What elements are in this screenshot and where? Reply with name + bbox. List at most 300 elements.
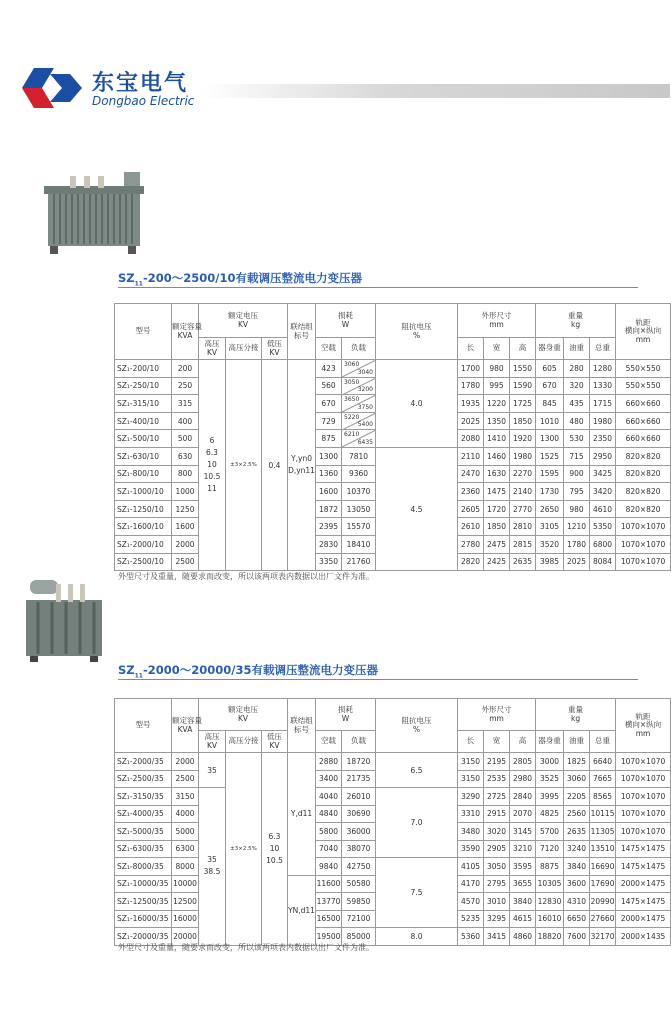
header-weight: 重量 kg [536,699,616,731]
capacity-cell: 2000 [172,535,199,553]
g-cell: 1070×1070 [616,788,671,806]
g-cell: 1070×1070 [616,553,671,571]
g-cell: 660×660 [616,395,671,413]
g-cell: 820×820 [616,483,671,501]
l-cell: 4105 [458,858,484,876]
group-cell: Y,d11 [288,753,316,876]
model-cell: SZ₁-12500/35 [115,893,172,911]
w-cell: 2905 [484,840,510,858]
hv-cell: 35 [199,753,226,788]
impedance-cell: 4.5 [376,447,458,570]
header-total: 总重 [590,338,616,360]
capacity-cell: 2000 [172,753,199,771]
h-cell: 2815 [510,535,536,553]
header-width: 宽 [484,338,510,360]
tw-cell: 3420 [590,483,616,501]
ow-cell: 3240 [564,840,590,858]
g-cell: 820×820 [616,447,671,465]
tw-cell: 8565 [590,788,616,806]
tw-cell: 1280 [590,360,616,378]
header-tap: 高压分接 [226,731,262,753]
capacity-cell: 20000 [172,928,199,946]
header-weight: 重量 kg [536,304,616,338]
load-loss-value-a: 3060 [344,361,360,368]
capacity-cell: 400 [172,412,199,430]
header-body: 器身重 [536,731,564,753]
table-row [115,753,671,771]
l-cell: 2780 [458,535,484,553]
tw-cell: 17690 [590,875,616,893]
w-cell: 1475 [484,483,510,501]
noload-cell: 1360 [316,465,342,483]
capacity-cell: 2500 [172,553,199,571]
section1-title-rule [118,287,638,288]
load-loss-split-cell [342,430,376,448]
header-body: 器身重 [536,338,564,360]
load-cell: 59850 [342,893,376,911]
l-cell: 1935 [458,395,484,413]
bw-cell: 3985 [536,553,564,571]
tw-cell: 1330 [590,377,616,395]
h-cell: 3210 [510,840,536,858]
g-cell: 1475×1475 [616,840,671,858]
noload-cell: 1600 [316,483,342,501]
w-cell: 3295 [484,910,510,928]
header-dims: 外形尺寸 mm [458,304,536,338]
bw-cell: 1525 [536,447,564,465]
header-model: 型号 [115,304,172,360]
ow-cell: 900 [564,465,590,483]
h-cell: 2635 [510,553,536,571]
header-voltage: 额定电压 KV [199,699,288,731]
group-cell: YN,d11 [288,875,316,945]
w-cell: 2195 [484,753,510,771]
header-tap: 高压分接 [226,338,262,360]
tw-cell: 7665 [590,770,616,788]
load-cell: 15570 [342,518,376,536]
load-loss-split-cell [342,412,376,430]
impedance-cell: 8.0 [376,928,458,946]
load-loss-value-a: 6210 [344,431,360,439]
h-cell: 4615 [510,910,536,928]
noload-cell: 2880 [316,753,342,771]
noload-cell: 3350 [316,553,342,571]
noload-cell: 3400 [316,770,342,788]
ow-cell: 6650 [564,910,590,928]
tw-cell: 3425 [590,465,616,483]
w-cell: 3050 [484,858,510,876]
header-group: 联结组标号 [288,304,316,360]
l-cell: 3480 [458,823,484,841]
tw-cell: 32170 [590,928,616,946]
w-cell: 3020 [484,823,510,841]
tw-cell: 13510 [590,840,616,858]
bw-cell: 3000 [536,753,564,771]
noload-cell: 423 [316,360,342,378]
noload-cell: 5800 [316,823,342,841]
ow-cell: 3060 [564,770,590,788]
model-cell: SZ₁-630/10 [115,447,172,465]
l-cell: 1780 [458,377,484,395]
ow-cell: 480 [564,412,590,430]
ow-cell: 1780 [564,535,590,553]
load-cell: 36000 [342,823,376,841]
h-cell: 3145 [510,823,536,841]
load-loss-split-cell [342,395,376,413]
header-dims: 外形尺寸 mm [458,699,536,731]
ow-cell: 3840 [564,858,590,876]
l-cell: 3590 [458,840,484,858]
g-cell: 2000×1475 [616,910,671,928]
capacity-cell: 5000 [172,823,199,841]
model-cell: SZ₁-2500/10 [115,553,172,571]
g-cell: 2000×1475 [616,875,671,893]
ow-cell: 715 [564,447,590,465]
l-cell: 2470 [458,465,484,483]
header-oil: 油重 [564,338,590,360]
header-impedance: 阻抗电压 % [376,699,458,753]
model-cell: SZ₁-1000/10 [115,483,172,501]
l-cell: 1700 [458,360,484,378]
model-cell: SZ₁-2500/35 [115,770,172,788]
bw-cell: 5700 [536,823,564,841]
capacity-cell: 4000 [172,805,199,823]
header-group: 联结组标号 [288,699,316,753]
table-row [115,788,671,806]
tw-cell: 5350 [590,518,616,536]
ow-cell: 7600 [564,928,590,946]
h-cell: 2770 [510,500,536,518]
bw-cell: 3105 [536,518,564,536]
load-cell: 50580 [342,875,376,893]
bw-cell: 1010 [536,412,564,430]
tw-cell: 1715 [590,395,616,413]
l-cell: 4170 [458,875,484,893]
noload-cell: 2395 [316,518,342,536]
header-width: 宽 [484,731,510,753]
capacity-cell: 10000 [172,875,199,893]
tw-cell: 20990 [590,893,616,911]
model-cell: SZ₁-500/10 [115,430,172,448]
h-cell: 3840 [510,893,536,911]
header-capacity: 额定容量 KVA [172,304,199,360]
capacity-cell: 6300 [172,840,199,858]
header-gauge: 轨距 横向×纵向 mm [616,304,671,360]
tw-cell: 2950 [590,447,616,465]
section2-title: $SZ_{11}-2000\sim 20000/35$有载调压整流电力变压器 [118,663,378,680]
bw-cell: 1300 [536,430,564,448]
noload-cell: 875 [316,430,342,448]
w-cell: 1460 [484,447,510,465]
capacity-cell: 8000 [172,858,199,876]
impedance-cell: 7.5 [376,858,458,928]
h-cell: 1725 [510,395,536,413]
transformer-image-1 [40,170,158,262]
ow-cell: 2025 [564,553,590,571]
load-loss-value-b: 6435 [357,438,374,446]
load-cell: 26010 [342,788,376,806]
g-cell: 660×660 [616,412,671,430]
header-lv: 低压 KV [262,731,288,753]
load-loss-value-a: 3050 [344,378,360,386]
header-length: 长 [458,731,484,753]
load-cell: 30690 [342,805,376,823]
ow-cell: 1825 [564,753,590,771]
l-cell: 3290 [458,788,484,806]
bw-cell: 2650 [536,500,564,518]
header-hv: 高压 KV [199,731,226,753]
capacity-cell: 315 [172,395,199,413]
noload-cell: 16500 [316,910,342,928]
capacity-cell: 250 [172,377,199,395]
noload-cell: 11600 [316,875,342,893]
noload-cell: 9840 [316,858,342,876]
header-loss: 损耗 W [316,699,376,731]
load-cell: 21760 [342,553,376,571]
spec-table-1 [114,303,671,571]
header-voltage: 额定电压 KV [199,304,288,338]
model-cell: SZ₁-1250/10 [115,500,172,518]
g-cell: 1070×1070 [616,805,671,823]
w-cell: 1630 [484,465,510,483]
header-height: 高 [510,338,536,360]
capacity-cell: 500 [172,430,199,448]
header-lv: 低压 KV [262,338,288,360]
noload-cell: 19500 [316,928,342,946]
w-cell: 1410 [484,430,510,448]
g-cell: 1070×1070 [616,518,671,536]
noload-cell: 7040 [316,840,342,858]
model-cell: SZ₁-8000/35 [115,858,172,876]
header-load: 负载 [342,338,376,360]
capacity-cell: 12500 [172,893,199,911]
w-cell: 1720 [484,500,510,518]
ow-cell: 280 [564,360,590,378]
table-row [115,858,671,876]
w-cell: 3010 [484,893,510,911]
ow-cell: 1210 [564,518,590,536]
table1-note: 外型尺寸及重量，随要求而改变，所以该两项表内数据以出厂文件为准。 [118,572,374,581]
g-cell: 1070×1070 [616,753,671,771]
h-cell: 1850 [510,412,536,430]
load-loss-split-cell [342,377,376,395]
table-row [115,447,671,465]
h-cell: 2840 [510,788,536,806]
g-cell: 1475×1475 [616,858,671,876]
load-cell: 10370 [342,483,376,501]
l-cell: 2080 [458,430,484,448]
l-cell: 2605 [458,500,484,518]
l-cell: 3150 [458,753,484,771]
header-oil: 油重 [564,731,590,753]
g-cell: 550×550 [616,377,671,395]
h-cell: 2270 [510,465,536,483]
load-cell: 18720 [342,753,376,771]
noload-cell: 13770 [316,893,342,911]
l-cell: 4570 [458,893,484,911]
g-cell: 1070×1070 [616,770,671,788]
h-cell: 2810 [510,518,536,536]
lv-cell: 0.4 [262,360,288,571]
h-cell: 1980 [510,447,536,465]
ow-cell: 530 [564,430,590,448]
bw-cell: 18820 [536,928,564,946]
load-cell: 18410 [342,535,376,553]
model-cell: SZ₁-200/10 [115,360,172,378]
load-loss-split-cell [342,360,376,378]
header-total: 总重 [590,731,616,753]
header-noload: 空载 [316,338,342,360]
lv-cell: 6.3 10 10.5 [262,753,288,946]
bw-cell: 4825 [536,805,564,823]
load-loss-value-b: 3750 [357,403,374,411]
ow-cell: 2205 [564,788,590,806]
capacity-cell: 630 [172,447,199,465]
impedance-cell: 6.5 [376,753,458,788]
header-band [200,84,670,98]
g-cell: 2000×1435 [616,928,671,946]
hv-cell: 6 6.3 10 10.5 11 [199,360,226,571]
tap-cell: ±3×2.5% [226,360,262,571]
bw-cell: 1595 [536,465,564,483]
model-cell: SZ₁-315/10 [115,395,172,413]
bw-cell: 605 [536,360,564,378]
g-cell: 820×820 [616,500,671,518]
header-loss: 损耗 W [316,304,376,338]
noload-cell: 4840 [316,805,342,823]
g-cell: 1070×1070 [616,823,671,841]
g-cell: 1475×1475 [616,893,671,911]
tw-cell: 10115 [590,805,616,823]
tw-cell: 8084 [590,553,616,571]
noload-cell: 670 [316,395,342,413]
w-cell: 3415 [484,928,510,946]
table2-note: 外型尺寸及重量，随要求而改变，所以该两项表内数据以出厂文件为准。 [118,943,374,952]
bw-cell: 1730 [536,483,564,501]
ow-cell: 2635 [564,823,590,841]
header-impedance: 阻抗电压 % [376,304,458,360]
l-cell: 2025 [458,412,484,430]
load-cell: 7810 [342,447,376,465]
h-cell: 4860 [510,928,536,946]
w-cell: 2425 [484,553,510,571]
tw-cell: 11305 [590,823,616,841]
h-cell: 3655 [510,875,536,893]
w-cell: 1850 [484,518,510,536]
l-cell: 2360 [458,483,484,501]
model-cell: SZ₁-800/10 [115,465,172,483]
h-cell: 3595 [510,858,536,876]
model-cell: SZ₁-6300/35 [115,840,172,858]
load-loss-value-b: 3040 [357,368,374,376]
bw-cell: 3525 [536,770,564,788]
load-cell: 9360 [342,465,376,483]
w-cell: 1220 [484,395,510,413]
header-noload: 空载 [316,731,342,753]
ow-cell: 980 [564,500,590,518]
model-cell: SZ₁-5000/35 [115,823,172,841]
load-loss-value-a: 3650 [344,396,360,404]
impedance-cell: 4.0 [376,360,458,448]
header-load: 负载 [342,731,376,753]
noload-cell: 4040 [316,788,342,806]
tap-cell: ±3×2.5% [226,753,262,946]
section2-title-rule [118,679,638,680]
w-cell: 2725 [484,788,510,806]
w-cell: 2795 [484,875,510,893]
load-cell: 42750 [342,858,376,876]
section1-title: $SZ_{11}-200\sim 2500/10$有载调压整流电力变压器 [118,271,362,288]
tw-cell: 16690 [590,858,616,876]
transformer-image-2 [20,572,112,668]
h-cell: 1920 [510,430,536,448]
load-cell: 72100 [342,910,376,928]
capacity-cell: 2500 [172,770,199,788]
bw-cell: 845 [536,395,564,413]
w-cell: 2915 [484,805,510,823]
h-cell: 1550 [510,360,536,378]
g-cell: 660×660 [616,430,671,448]
g-cell: 550×550 [616,360,671,378]
bw-cell: 16010 [536,910,564,928]
h-cell: 2805 [510,753,536,771]
load-loss-value-b: 5400 [357,421,374,429]
group-cell: Y,yn0 D,yn11 [288,360,316,571]
l-cell: 3150 [458,770,484,788]
l-cell: 5235 [458,910,484,928]
model-cell: SZ₁-1600/10 [115,518,172,536]
ow-cell: 3600 [564,875,590,893]
w-cell: 1350 [484,412,510,430]
g-cell: 820×820 [616,465,671,483]
brand-name-en: Dongbao Electric [92,94,195,108]
h-cell: 2070 [510,805,536,823]
header-model: 型号 [115,699,172,753]
model-cell: SZ₁-2000/10 [115,535,172,553]
header-length: 长 [458,338,484,360]
w-cell: 2535 [484,770,510,788]
table-row [115,360,671,378]
h-cell: 2980 [510,770,536,788]
noload-cell: 1300 [316,447,342,465]
tw-cell: 2350 [590,430,616,448]
w-cell: 2475 [484,535,510,553]
noload-cell: 729 [316,412,342,430]
model-cell: SZ₁-20000/35 [115,928,172,946]
bw-cell: 3995 [536,788,564,806]
noload-cell: 560 [316,377,342,395]
l-cell: 2820 [458,553,484,571]
bw-cell: 8875 [536,858,564,876]
h-cell: 2140 [510,483,536,501]
ow-cell: 320 [564,377,590,395]
capacity-cell: 1250 [172,500,199,518]
model-cell: SZ₁-4000/35 [115,805,172,823]
l-cell: 2610 [458,518,484,536]
h-cell: 1590 [510,377,536,395]
load-cell: 13050 [342,500,376,518]
tw-cell: 1980 [590,412,616,430]
capacity-cell: 1000 [172,483,199,501]
model-cell: SZ₁-16000/35 [115,910,172,928]
load-loss-value-a: 5220 [344,413,360,421]
load-loss-value-b: 3200 [357,386,374,394]
model-cell: SZ₁-2000/35 [115,753,172,771]
tw-cell: 27660 [590,910,616,928]
header-hv: 高压 KV [199,338,226,360]
load-cell: 38070 [342,840,376,858]
dongbao-logo-icon [20,64,86,116]
